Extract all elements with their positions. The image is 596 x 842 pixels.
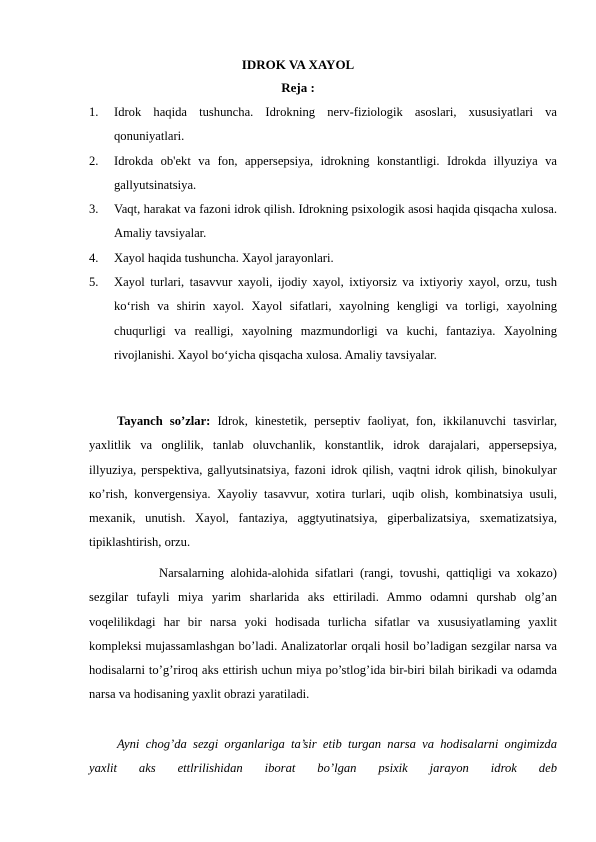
- plan-item-number: 4.: [89, 250, 99, 265]
- plan-item-number: 2.: [89, 153, 99, 168]
- keywords-text: Idrok, kinestetik, perseptiv faoliyat, fon, ikkilanuvchi tasvirlar, yaxlitlik va onglilik, tanlab oluvchanlik, konstantlik, idrok darajalari, appersepsiya, illyuziya, perspektiva, gallyutsinatsiya, fazoni idrok qilish, vaqtni idrok qilish, binokulyar кo’rish, konvergensiya. Xayoliy tasavvur, xotira turlari, uqib olish, kombinatsiya usuli, mexanik, unutish. Xayol, fantaziya, aggtyutinatsiya, giperbalizatsiya, sxematizatsiya, tipiklashtirish, orzu.: [89, 414, 557, 550]
- plan-item: [89, 246, 557, 270]
- plan-item: [89, 100, 557, 149]
- plan-item: [89, 149, 557, 198]
- plan-item-text: Xayol turlari, tasavvur xayoli, ijodiy xayol, ixtiyorsiz va ixtiyoriy xayol, orzu, tush ko‘rish va shirin xayol. Xayol sifatlari, xayolning kengligi va torligi, xayolning chuqurligi va realligi, xayolning mazmundorligi va kuchi, fantaziya. Xayolning rivojlanishi. Xayol bo‘yicha qisqacha xulosa. Amaliy tavsiyalar.: [114, 275, 557, 362]
- plan-item-text: Vaqt, harakat va fazoni idrok qilish. Idrokning psixologik asosi haqida qisqacha xulosa. Amaliy tavsiyalar.: [114, 202, 557, 241]
- document-title: IDROK VA XAYOL: [241, 57, 355, 72]
- plan-heading: Reja :: [281, 80, 315, 95]
- plan-item-number: 1.: [89, 105, 99, 119]
- keywords-label: Tayanch so’zlar:: [117, 414, 211, 428]
- plan-list: [89, 100, 557, 367]
- plan-item-text: Idrok haqida tushuncha. Idrokning nerv-fiziologik asoslari, xususiyatlari va qonuniyatlari.: [114, 105, 557, 144]
- plan-item: [89, 197, 557, 246]
- body-paragraph-italic: Ayni chog’da sezgi organlariga ta’sir etib turgan narsa va hodisalarni ongimizda yaxlit aks ettlrilishidan iborat bo’lgan psixik jarayon idrok deb: [89, 737, 557, 776]
- plan-item-text: Idrokda ob'ekt va fon, appersepsiya, idrokning konstantligi. Idrokda illyuziya va gallyutsinatsiya.: [114, 153, 557, 192]
- plan-item-number: 3.: [89, 202, 99, 217]
- plan-item-text: Xayol haqida tushuncha. Xayol jarayonlari.: [114, 250, 334, 265]
- plan-item: [89, 270, 557, 367]
- body-paragraph: Narsalarning alohida-alohida sifatlari (rangi, tovushi, qattiqligi va xokazo) sezgilar tufayli miya yarim sharlarida aks ettiriladi. Ammo odamni qurshab olg’an voqelilikdagi har bir narsa yoki hodisada turlicha sifatlar va xususiyatlaming yaxlit kompleksi mujassamlashgan bo’ladi. Analizatorlar orqali hosil bo’ladigan sezgilar narsa va hodisalarni to’g’riroq aks ettirish uchun miya po’stlog’ida bir-biri bilah birikadi va odamda narsa va hodisaning yaxlit obrazi yaratiladi.: [89, 566, 557, 702]
- plan-item-number: 5.: [89, 275, 99, 290]
- keywords-paragraph: [89, 409, 557, 555]
